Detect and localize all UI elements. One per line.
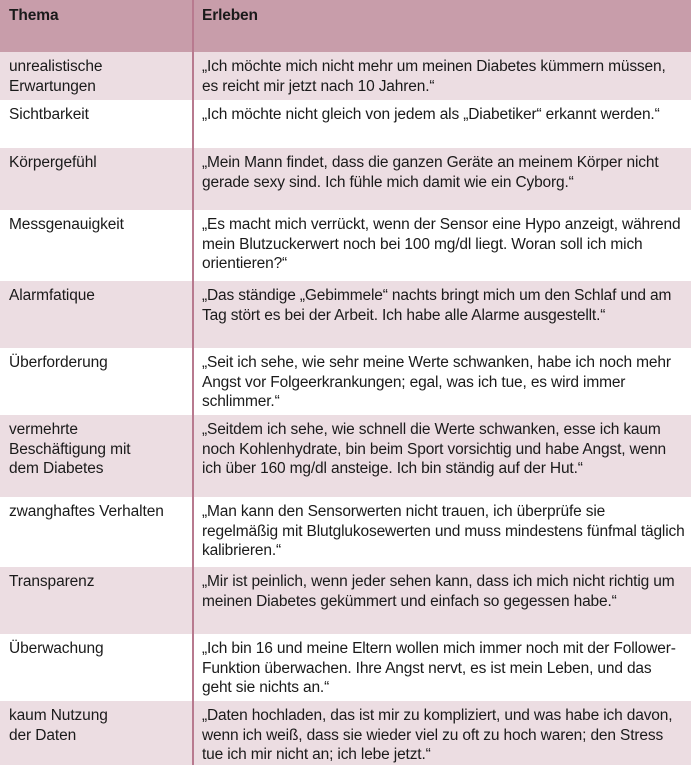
table-row [0, 567, 691, 634]
header-erleben: Erleben [202, 7, 258, 24]
table-row [0, 497, 691, 567]
cell-erleben: „Mein Mann findet, dass die ganzen Geräte an meinem Körper nicht gerade sexy sind. Ich fühle mich damit wie ein Cyborg.“ [202, 154, 659, 191]
cell-thema: Überwachung [0, 634, 194, 701]
table-row [0, 415, 691, 497]
cell-thema: unrealistische Erwartungen [0, 52, 194, 100]
header-thema: Thema [0, 0, 194, 52]
cell-erleben: „Es macht mich verrückt, wenn der Sensor eine Hypo anzeigt, während mein Blutzuckerwert noch bei 100 mg/dl liegt. Woran soll ich mich orientieren?“ [202, 216, 681, 272]
cell-thema: vermehrte Beschäftigung mit dem Diabetes [0, 415, 194, 497]
cell-thema: Überforderung [0, 348, 194, 415]
cell-thema: Messgenauigkeit [0, 210, 194, 281]
cell-thema: Körpergefühl [0, 148, 194, 210]
table-row [0, 148, 691, 210]
cell-thema: zwanghaftes Verhalten [0, 497, 194, 567]
table-row [0, 348, 691, 415]
table-row [0, 52, 691, 100]
table-row [0, 634, 691, 701]
cell-erleben: „Ich bin 16 und meine Eltern wollen mich immer noch mit der Follower-Funktion überwachen. Ihre Angst nervt, es ist mein Leben, und das geht sie nichts an.“ [202, 640, 676, 696]
table-row [0, 210, 691, 281]
cell-thema: kaum Nutzung der Daten [0, 701, 194, 765]
cell-erleben: „Seit ich sehe, wie sehr meine Werte schwanken, habe ich noch mehr Angst vor Folgeerkrankungen; egal, was ich tue, es wird immer schlimmer.“ [202, 354, 671, 410]
cell-erleben: „Mir ist peinlich, wenn jeder sehen kann, dass ich mich nicht richtig um meinen Diabetes gekümmert und einfach so gegessen habe.“ [202, 573, 675, 610]
cell-erleben: „Ich möchte nicht gleich von jedem als „Diabetiker“ erkannt werden.“ [202, 106, 660, 123]
cell-erleben: „Daten hochladen, das ist mir zu kompliziert, und was habe ich davon, wenn ich weiß, dass sie wieder viel zu oft zu hoch waren; den Stress tue ich mir nicht an; ich lebe jetzt.“ [202, 707, 673, 763]
table-row [0, 281, 691, 348]
cell-erleben: „Ich möchte mich nicht mehr um meinen Diabetes kümmern müssen, es reicht mir jetzt nach 10 Jahren.“ [202, 58, 666, 95]
cell-thema: Transparenz [0, 567, 194, 634]
cell-erleben: „Seitdem ich sehe, wie schnell die Werte schwanken, esse ich kaum noch Kohlenhydrate, bin beim Sport vorsichtig und habe Angst, wenn ich über 160 mg/dl ansteige. Ich bin ständig auf der Hut.“ [202, 421, 667, 477]
cell-thema: Alarmfatique [0, 281, 194, 348]
cell-erleben: „Das ständige „Gebimmele“ nachts bringt mich um den Schlaf und am Tag stört es bei der Arbeit. Ich habe alle Alarme ausgestellt.“ [202, 287, 672, 324]
table-row [0, 701, 691, 765]
cell-thema: Sichtbarkeit [0, 100, 194, 148]
cell-erleben: „Man kann den Sensorwerten nicht trauen, ich überprüfe sie regelmäßig mit Blutglukosewerten und muss mindestens fünfmal täglich kalibrieren.“ [202, 503, 685, 559]
table-header-row [0, 0, 691, 52]
table-row [0, 100, 691, 148]
